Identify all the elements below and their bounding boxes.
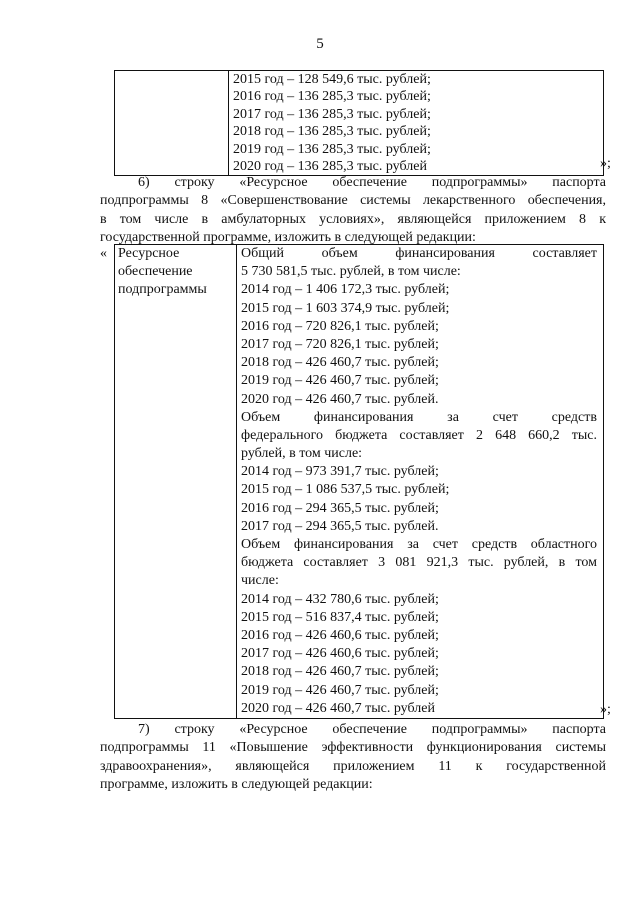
table-line: 2016 год – 426 460,6 тыс. рублей; <box>241 627 439 643</box>
paragraph-7 <box>100 721 606 794</box>
label-line: Ресурсное <box>118 246 180 261</box>
table-value-cell <box>229 71 604 176</box>
table-line: 2020 год – 426 460,7 тыс. рублей. <box>241 391 439 407</box>
paragraph-line: 6) строку «Ресурсное обеспечение подпрограммы» паспорта <box>138 175 606 190</box>
table-line: 5 730 581,5 тыс. рублей, в том числе: <box>241 264 461 280</box>
paragraph-line: здравоохранения», являющейся приложением 11 к государственной <box>100 758 606 774</box>
paragraph-6 <box>100 174 606 247</box>
label-line: подпрограммы <box>118 282 207 298</box>
table-line: 2015 год – 128 549,6 тыс. рублей; <box>233 72 431 87</box>
paragraph-line: подпрограммы 8 «Совершенствование системы лекарственного обеспечения, <box>100 193 606 209</box>
table-line: Объем финансирования за счет средств <box>241 409 597 425</box>
table-line: 2016 год – 294 365,5 тыс. рублей; <box>241 500 439 516</box>
paragraph-line: программе, изложить в следующей редакции: <box>100 776 373 792</box>
table-line: рублей, в том числе: <box>241 446 363 462</box>
paragraph-line: 7) строку «Ресурсное обеспечение подпрограммы» паспорта <box>138 722 606 737</box>
table-line: 2016 год – 136 285,3 тыс. рублей; <box>233 89 431 105</box>
table-line: 2017 год – 294 365,5 тыс. рублей. <box>241 518 439 534</box>
opening-quote-mark: « <box>100 246 107 261</box>
table-line: 2020 год – 136 285,3 тыс. рублей <box>233 158 427 174</box>
table-label-cell <box>115 71 229 176</box>
table-value-cell <box>237 245 604 719</box>
resource-funding-table <box>114 244 604 719</box>
table-line: Объем финансирования за счет средств областного <box>241 537 597 552</box>
table-line: 2018 год – 426 460,7 тыс. рублей; <box>241 355 439 371</box>
table-line: 2019 год – 136 285,3 тыс. рублей; <box>233 141 431 157</box>
table-line: 2014 год – 432 780,6 тыс. рублей; <box>241 591 439 607</box>
label-line: обеспечение <box>118 264 193 280</box>
paragraph-line: в том числе в амбулаторных условиях», являющейся приложением 8 к <box>100 211 606 227</box>
closing-quote-mark: »; <box>600 702 611 717</box>
table-line: федерального бюджета составляет 2 648 660,2 тыс. <box>241 427 597 443</box>
table-line: числе: <box>241 573 279 589</box>
table-line: 2019 год – 426 460,7 тыс. рублей; <box>241 373 439 389</box>
closing-quote-mark: »; <box>600 156 611 171</box>
paragraph-line: государственной программе, изложить в следующей редакции: <box>100 229 476 245</box>
table-line: 2017 год – 136 285,3 тыс. рублей; <box>233 106 431 122</box>
table-line: Общий объем финансирования составляет <box>241 246 597 261</box>
table-line: 2016 год – 720 826,1 тыс. рублей; <box>241 318 439 334</box>
table-line: бюджета составляет 3 081 921,3 тыс. рублей, в том <box>241 555 597 571</box>
table-line: 2015 год – 516 837,4 тыс. рублей; <box>241 609 439 625</box>
table-line: 2014 год – 1 406 172,3 тыс. рублей; <box>241 282 450 298</box>
table-line: 2018 год – 426 460,7 тыс. рублей; <box>241 664 439 680</box>
funding-table-continuation <box>114 70 604 176</box>
table-line: 2015 год – 1 086 537,5 тыс. рублей; <box>241 482 450 498</box>
table-line: 2019 год – 426 460,7 тыс. рублей; <box>241 682 439 698</box>
table-line: 2018 год – 136 285,3 тыс. рублей; <box>233 124 431 140</box>
table-line: 2017 год – 426 460,6 тыс. рублей; <box>241 646 439 662</box>
table-line: 2015 год – 1 603 374,9 тыс. рублей; <box>241 300 450 316</box>
table-line: 2014 год – 973 391,7 тыс. рублей; <box>241 464 439 480</box>
table-line: 2020 год – 426 460,7 тыс. рублей <box>241 700 435 716</box>
page-number: 5 <box>316 36 324 52</box>
paragraph-line: подпрограммы 11 «Повышение эффективности функционирования системы <box>100 740 606 756</box>
table-line: 2017 год – 720 826,1 тыс. рублей; <box>241 336 439 352</box>
table-label-cell <box>115 245 237 719</box>
